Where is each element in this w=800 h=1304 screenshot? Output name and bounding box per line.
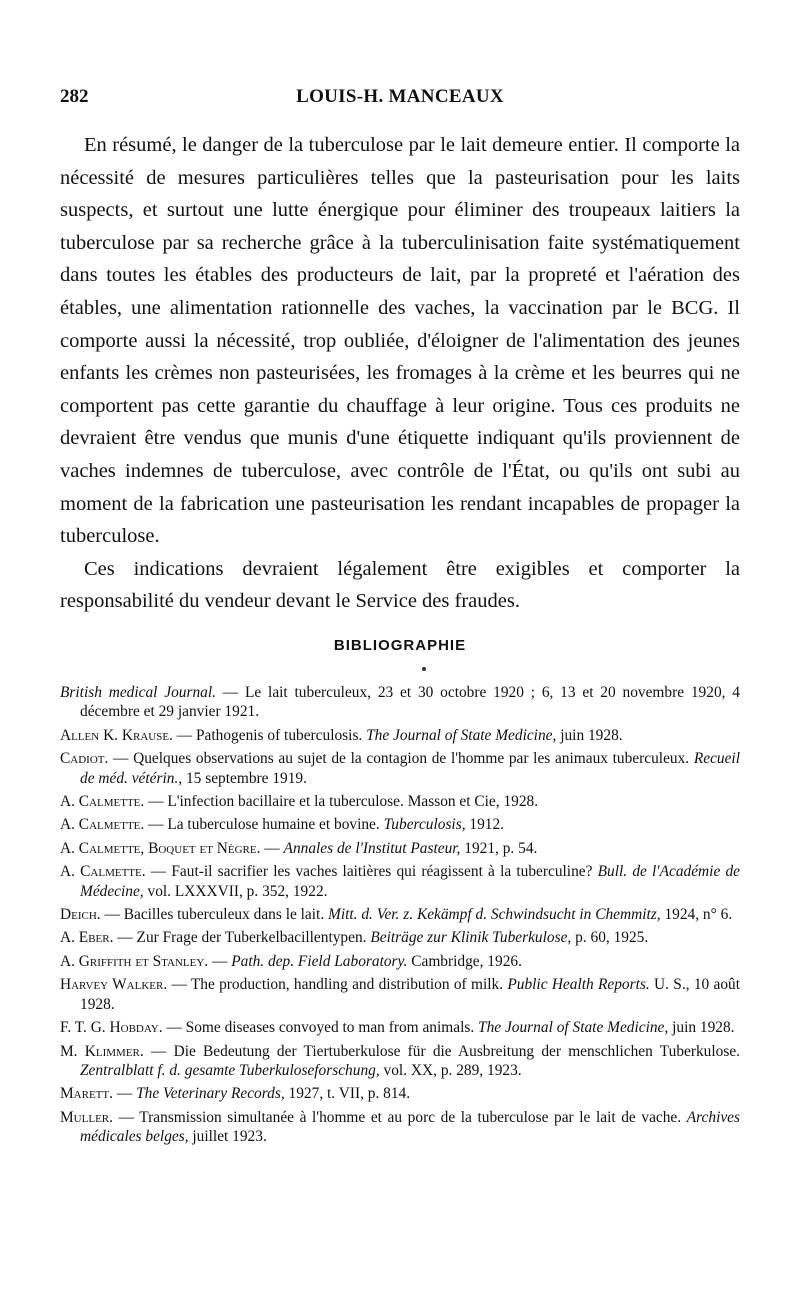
entry-details: juin 1928. — [556, 726, 623, 744]
entry-author: A. Calmette. — [60, 793, 145, 811]
entry-details: juin 1928. — [668, 1019, 735, 1037]
running-head — [60, 86, 740, 116]
entry-author: Deich. — [60, 906, 101, 924]
entry-author: A. Calmette. — [60, 863, 146, 881]
bibliography-entry — [60, 815, 740, 834]
entry-journal: Annales de l'Institut Pasteur, — [283, 839, 461, 857]
entry-text: — Faut-il sacrifier les vaches laitières qui réagissent à la tuberculine? — [145, 863, 598, 881]
bibliography-entry — [60, 726, 740, 745]
entry-details: vol. LXXXVII, p. 352, 1922. — [143, 882, 328, 900]
bibliography-entry — [60, 1042, 740, 1081]
entry-details: p. 60, 1925. — [571, 929, 649, 947]
entry-details: 1924, n° 6. — [660, 906, 733, 924]
entry-text: — Zur Frage der Tuberkelbacillentypen. — [113, 929, 371, 947]
entry-details: U. S., 10 août 1928. — [80, 976, 741, 1013]
entry-journal: Tuberculosis, — [383, 816, 466, 834]
entry-author: M. Klimmer. — [60, 1042, 144, 1060]
entry-author: A. Eber. — [60, 929, 114, 947]
bibliography-entry — [60, 792, 740, 811]
entry-text: — — [208, 952, 232, 970]
bibliography-entry — [60, 952, 740, 971]
entry-journal: Bull. de l'Académie de Médecine, — [80, 863, 740, 900]
bibliography-entry — [60, 1108, 740, 1147]
entry-author: Cadiot. — [60, 750, 109, 768]
entry-journal: The Veterinary Records, — [136, 1085, 285, 1103]
entry-journal: Recueil de méd. vétérin., — [80, 750, 740, 787]
entry-title: British medical Journal. — [60, 684, 216, 701]
entry-text: — — [112, 1085, 137, 1103]
bibliography-list — [60, 683, 740, 1147]
bibliography-entry — [60, 1018, 740, 1037]
paragraph-summary: En résumé, le danger de la tuberculose par le lait demeure entier. Il comporte la nécessité de mesures particulières telles que la pasteurisation pour les laits suspects, et surtout une lutte énergique pour éliminer des troupeaux laitiers la tuberculose par sa recherche grâce à la tuberculinisation faite systématiquement dans toutes les étables des producteurs de lait, par la propreté et l'aération des étables, une alimentation rationnelle des vaches, la vaccination par le BCG. Il comporte aussi la nécessité, trop oubliée, d'éloigner de l'alimentation des jeunes enfants les crèmes non pasteurisées, les fromages à la crème et les beurres qui ne comportent pas cette garantie du chauffage à leur origine. Tous ces produits ne devraient être vendus que munis d'une étiquette indiquant qu'ils proviennent de vaches indemnes de tuberculose, avec contrôle de l'État, ou qu'ils ont subi au moment de la fabrication une pasteurisation les rendant incapables de propager la tuberculose. — [60, 134, 740, 548]
entry-details: 1912. — [465, 816, 505, 834]
bibliography-entry — [60, 975, 740, 1014]
entry-text: — Transmission simultanée à l'homme et au porc de la tuberculose par le lait de vache. — [112, 1108, 687, 1126]
entry-text: — L'infection bacillaire et la tuberculose. Masson et Cie, 1928. — [144, 793, 539, 811]
entry-journal: Beiträge zur Klinik Tuberkulose, — [370, 929, 572, 947]
entry-journal: Path. dep. Field Laboratory. — [231, 952, 408, 970]
bibliography-heading: BIBLIOGRAPHIE — [333, 637, 467, 654]
entry-author: Allen K. Krause. — [60, 726, 173, 744]
entry-text: — — [260, 839, 284, 857]
entry-details: vol. XX, p. 289, 1923. — [379, 1061, 522, 1079]
entry-journal: The Journal of State Medicine, — [478, 1019, 669, 1037]
entry-author: Marett. — [60, 1085, 113, 1103]
bibliography-entry — [60, 683, 740, 722]
entry-text: — Quelques observations au sujet de la contagion de l'homme par les animaux tuberculeux. — [108, 750, 694, 768]
bibliography-entry — [60, 905, 740, 924]
page-number: 282 — [60, 86, 89, 107]
entry-text: — Pathogenis of tuberculosis. — [172, 726, 367, 744]
bibliography-entry — [60, 749, 740, 788]
entry-text: — The production, handling and distribution of milk. — [167, 976, 508, 994]
entry-journal: Archives médicales belges, — [80, 1108, 740, 1146]
entry-details: juillet 1923. — [188, 1128, 267, 1146]
entry-journal: The Journal of State Medicine, — [366, 726, 557, 744]
entry-journal: Mitt. d. Ver. z. Kekämpf d. Schwindsucht in Chemmitz, — [328, 906, 661, 924]
entry-text: — Die Bedeutung der Tiertuberkulose für die Ausbreitung der menschlichen Tuberkulose. — [143, 1042, 741, 1060]
body-text — [60, 129, 740, 618]
bibliography-entry — [60, 862, 740, 901]
entry-text: — Bacilles tuberculeux dans le lait. — [100, 906, 329, 924]
entry-author: A. Calmette. — [60, 816, 145, 834]
running-head-author: LOUIS-H. MANCEAUX — [296, 86, 504, 107]
entry-details: 15 septembre 1919. — [182, 769, 307, 787]
bibliography-entry — [60, 928, 740, 947]
entry-author: Harvey Walker. — [60, 976, 168, 994]
entry-author: A. Calmette, Boquet et Nègre. — [60, 839, 261, 857]
bibliography-entry — [60, 1084, 740, 1103]
entry-author: A. Griffith et Stanley. — [60, 952, 209, 970]
entry-journal: Zentralblatt f. d. gesamte Tuberkuloseforschung, — [80, 1061, 380, 1079]
entry-details: Cambridge, 1926. — [407, 952, 522, 970]
entry-details: 1927, t. VII, p. 814. — [284, 1085, 411, 1103]
paragraph-responsibility: Ces indications devraient légalement être exigibles et comporter la responsabilité du vendeur devant le Service des fraudes. — [60, 557, 740, 613]
entry-text: — Le lait tuberculeux, 23 et 30 octobre 1920 ; 6, 13 et 20 novembre 1920, 4 décembre et 29 janvier 1921. — [80, 684, 741, 721]
entry-details: 1921, p. 54. — [460, 839, 538, 857]
entry-text: — Some diseases convoyed to man from animals. — [162, 1019, 479, 1037]
entry-journal: Public Health Reports. — [507, 976, 650, 994]
entry-author: Muller. — [60, 1108, 113, 1126]
entry-text: — La tuberculose humaine et bovine. — [144, 816, 384, 834]
entry-author: F. T. G. Hobday. — [60, 1019, 163, 1037]
ornament-dot — [422, 667, 426, 671]
bibliography-entry — [60, 839, 740, 858]
